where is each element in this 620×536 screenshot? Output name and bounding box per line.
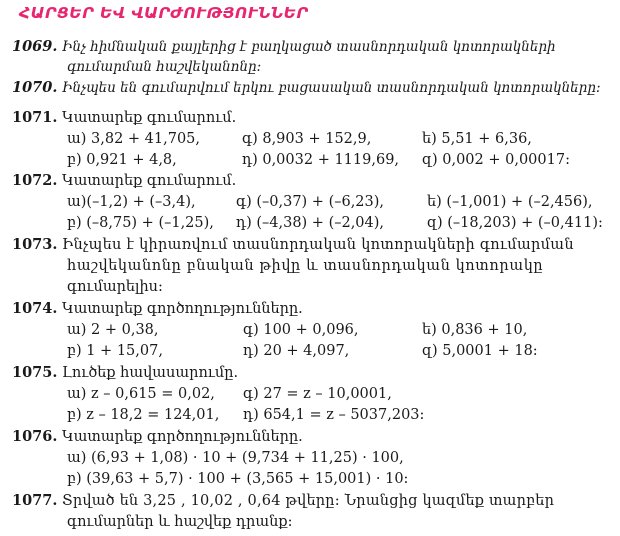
exercise-number: 1073. [12, 236, 58, 253]
exercise-item: ա) 3,82 + 41,705, [67, 131, 201, 147]
exercise-1076 [12, 427, 303, 447]
exercise-text-continued: հաշվեկանոնը բնական թիվը և տասնորդական կոտորակը [67, 258, 544, 274]
exercise-item: բ) (–8,75) + (–1,25), [67, 215, 214, 231]
question-text: Ինչպես են գումարվում երկու բացասական տասնորդական կոտորակները: [62, 80, 601, 96]
exercise-item: բ) (39,63 + 5,7) · 100 + (3,565 + 15,001) · 10: [67, 471, 409, 487]
section-heading: ՀԱՐՑԵՐ ԵՎ ՎԱՐԺՈՒԹՅՈՒՆՆԵՐ [19, 4, 309, 22]
question-1070 [12, 78, 601, 98]
exercise-item: ե) 0,836 + 10, [422, 322, 528, 338]
exercise-item: ա) (6,93 + 1,08) · 10 + (9,734 + 11,25) · 100, [67, 450, 404, 466]
exercise-number: 1077. [12, 492, 58, 509]
question-text: Ինչ հիմնական քայլերից է բաղկացած տասնորդական կոտորակների [62, 39, 556, 55]
exercise-item: ա)(–1,2) + (–3,4), [67, 194, 196, 210]
exercise-item: գ) (–0,37) + (–6,23), [236, 194, 385, 210]
exercise-item: ա) 2 + 0,38, [67, 322, 159, 338]
question-text-continued: գումարման հաշվեկանոնը: [67, 59, 262, 75]
exercise-text-continued: գումարելիս: [67, 279, 163, 295]
exercise-item: բ) 1 + 15,07, [67, 343, 163, 359]
exercise-1077 [12, 491, 554, 511]
question-1069 [12, 37, 556, 57]
exercise-title: Կատարեք գումարում. [62, 110, 237, 126]
exercise-text-continued: գումարներ և հաշվեք դրանք: [67, 514, 293, 530]
exercise-title: Լուծեք հավասարումը. [62, 365, 239, 381]
exercise-item: բ) z – 18,2 = 124,01, [67, 407, 220, 423]
exercise-number: 1074. [12, 300, 58, 317]
exercise-item: գ) 100 + 0,096, [243, 322, 359, 338]
exercise-number: 1076. [12, 428, 58, 445]
exercise-number: 1075. [12, 364, 58, 381]
exercise-item: դ) 654,1 = z – 5037,203: [243, 407, 425, 423]
exercise-title: Կատարեք գործողությունները. [62, 301, 303, 317]
exercise-item: բ) 0,921 + 4,8, [67, 152, 177, 168]
exercise-1075 [12, 363, 238, 383]
exercise-title: Կատարեք գործողությունները. [62, 429, 303, 445]
exercise-item: ա) z – 0,615 = 0,02, [67, 386, 215, 402]
exercise-item: ե) 5,51 + 6,36, [422, 131, 532, 147]
exercise-item: զ) (–18,203) + (–0,411): [427, 215, 603, 231]
exercise-title: Կատարեք գումարում. [62, 173, 237, 189]
exercise-number: 1071. [12, 109, 58, 126]
exercise-item: գ) 8,903 + 152,9, [242, 131, 372, 147]
exercise-1074 [12, 299, 303, 319]
exercise-item: ե) (–1,001) + (–2,456), [427, 194, 593, 210]
exercise-item: զ) 0,002 + 0,00017: [422, 152, 570, 168]
exercise-number: 1072. [12, 172, 58, 189]
exercise-item: դ) (–4,38) + (–2,04), [236, 215, 385, 231]
exercise-1072 [12, 171, 236, 191]
exercise-item: դ) 20 + 4,097, [243, 343, 350, 359]
exercise-item: գ) 27 = z – 10,0001, [243, 386, 392, 402]
exercise-item: դ) 0,0032 + 1119,69, [242, 152, 400, 168]
exercise-text: Տրված են 3,25 , 10,02 , 0,64 թվերը: Նրանցից կազմեք տարբեր [62, 493, 555, 509]
exercise-item: զ) 5,0001 + 18: [422, 343, 538, 359]
exercise-1073 [12, 235, 574, 255]
question-number: 1070. [12, 79, 58, 96]
exercise-1071 [12, 108, 236, 128]
exercise-text: Ինչպես է կիրառվում տասնորդական կոտորակների գումարման [62, 237, 574, 253]
question-number: 1069. [12, 38, 58, 55]
